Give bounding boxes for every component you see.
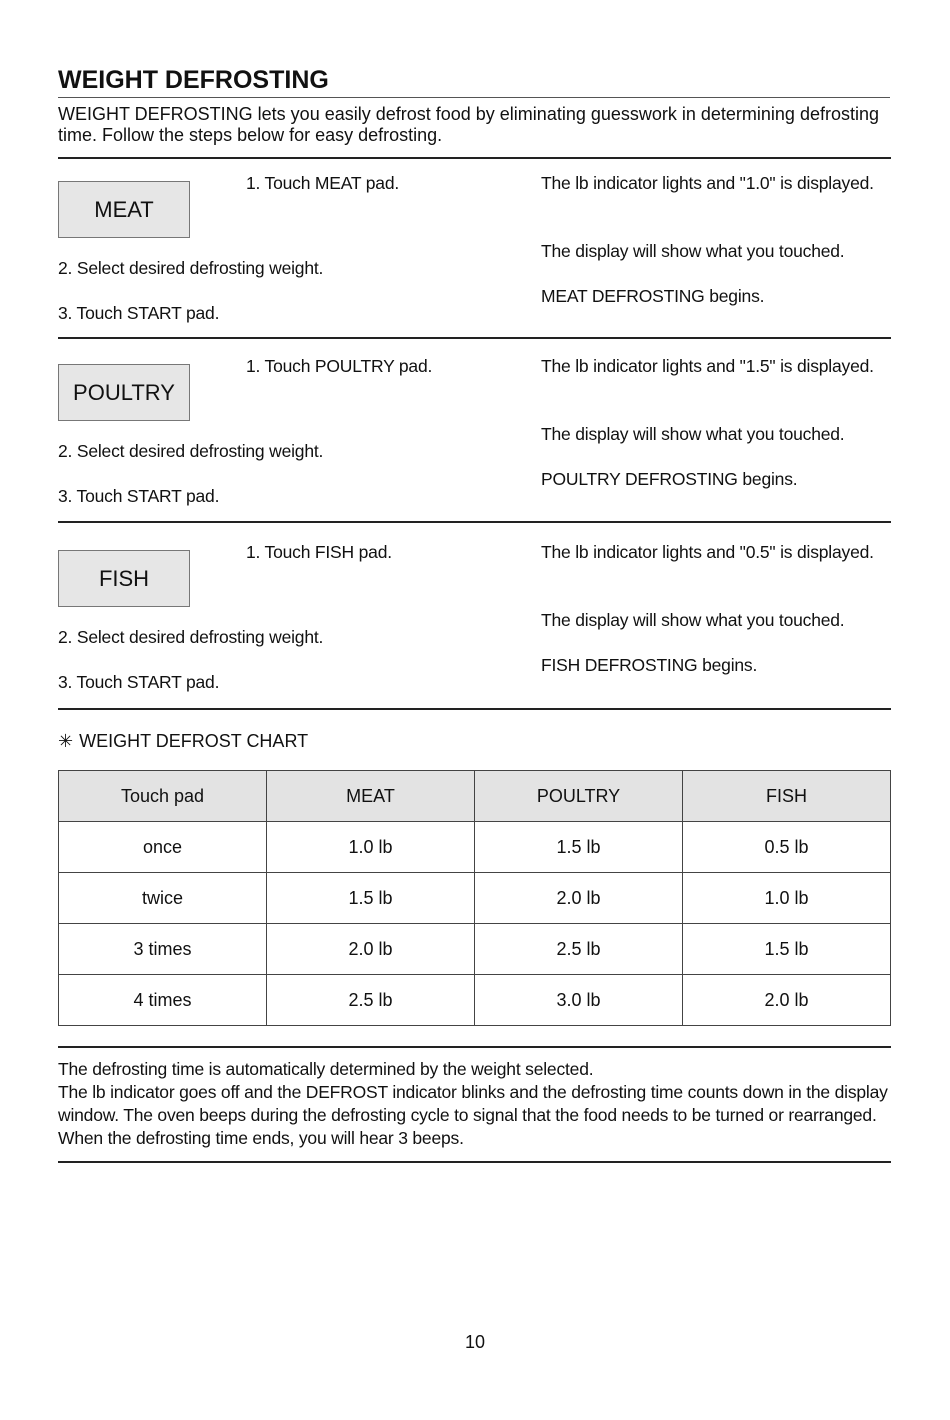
step-2-text: 2. Select desired defrosting weight. bbox=[58, 441, 324, 461]
table-cell: 1.5 lb bbox=[475, 822, 683, 873]
step-2-text: 2. Select desired defrosting weight. bbox=[58, 258, 324, 278]
result-1-text: The lb indicator lights and "1.5" is displayed. bbox=[541, 356, 874, 376]
column-header: Touch pad bbox=[59, 771, 267, 822]
poultry-section bbox=[58, 343, 891, 523]
table-cell: twice bbox=[59, 873, 267, 924]
column-header: MEAT bbox=[267, 771, 475, 822]
table-cell: 2.5 lb bbox=[475, 924, 683, 975]
table-cell: 1.5 lb bbox=[683, 924, 891, 975]
page-number: 10 bbox=[464, 1332, 486, 1352]
result-2-text: The display will show what you touched. bbox=[541, 610, 845, 630]
table-cell: 1.5 lb bbox=[267, 873, 475, 924]
weight-defrost-chart-table bbox=[58, 770, 891, 1026]
table-cell: 1.0 lb bbox=[267, 822, 475, 873]
table-cell: 2.0 lb bbox=[267, 924, 475, 975]
step-1-text: 1. Touch POULTRY pad. bbox=[246, 356, 433, 376]
step-2-text: 2. Select desired defrosting weight. bbox=[58, 627, 324, 647]
note-line-1: The defrosting time is automatically determined by the weight selected. bbox=[58, 1059, 594, 1079]
asterisk-icon: ✳ bbox=[58, 731, 74, 751]
table-row bbox=[59, 822, 891, 873]
divider bbox=[58, 708, 891, 710]
result-2-text: The display will show what you touched. bbox=[541, 424, 845, 444]
table-row bbox=[59, 975, 891, 1026]
step-1-text: 1. Touch MEAT pad. bbox=[246, 173, 400, 193]
table-cell: 1.0 lb bbox=[683, 873, 891, 924]
intro-paragraph: WEIGHT DEFROSTING lets you easily defrost food by eliminating guesswork in determining defrosting time. Follow the steps below for easy defrosting. bbox=[58, 104, 879, 145]
table-cell: 2.0 lb bbox=[475, 873, 683, 924]
result-2-text: The display will show what you touched. bbox=[541, 241, 845, 261]
divider bbox=[58, 521, 891, 523]
table-cell: once bbox=[59, 822, 267, 873]
poultry-pad-button[interactable]: POULTRY bbox=[58, 364, 190, 421]
result-1-text: The lb indicator lights and "1.0" is displayed. bbox=[541, 173, 874, 193]
table-cell: 4 times bbox=[59, 975, 267, 1026]
meat-pad-button[interactable]: MEAT bbox=[58, 181, 190, 238]
table-row bbox=[59, 924, 891, 975]
table-cell: 3 times bbox=[59, 924, 267, 975]
step-3-text: 3. Touch START pad. bbox=[58, 486, 220, 506]
meat-section bbox=[58, 160, 891, 340]
step-3-text: 3. Touch START pad. bbox=[58, 672, 220, 692]
divider bbox=[58, 1046, 891, 1048]
step-3-text: 3. Touch START pad. bbox=[58, 303, 220, 323]
result-3-text: MEAT DEFROSTING begins. bbox=[541, 286, 765, 306]
table-cell: 2.0 lb bbox=[683, 975, 891, 1026]
table-cell: 3.0 lb bbox=[475, 975, 683, 1026]
table-header-row bbox=[59, 771, 891, 822]
table-cell: 0.5 lb bbox=[683, 822, 891, 873]
column-header: FISH bbox=[683, 771, 891, 822]
result-1-text: The lb indicator lights and "0.5" is displayed. bbox=[541, 542, 874, 562]
divider bbox=[58, 337, 891, 339]
table-row bbox=[59, 873, 891, 924]
page-title: WEIGHT DEFROSTING bbox=[58, 64, 890, 98]
chart-heading bbox=[58, 730, 308, 752]
note-paragraph bbox=[58, 1058, 890, 1150]
step-1-text: 1. Touch FISH pad. bbox=[246, 542, 392, 562]
result-3-text: POULTRY DEFROSTING begins. bbox=[541, 469, 798, 489]
note-line-2: The lb indicator goes off and the DEFROST indicator blinks and the defrosting time counts down in the display window. The oven beeps during the defrosting cycle to signal that the food needs to be turned or rearranged. When the defrosting time ends, you will hear 3 beeps. bbox=[58, 1082, 888, 1148]
divider bbox=[58, 157, 891, 159]
table-cell: 2.5 lb bbox=[267, 975, 475, 1026]
chart-heading-text: WEIGHT DEFROST CHART bbox=[79, 731, 309, 751]
divider bbox=[58, 1161, 891, 1163]
column-header: POULTRY bbox=[475, 771, 683, 822]
fish-section bbox=[58, 529, 891, 709]
fish-pad-button[interactable]: FISH bbox=[58, 550, 190, 607]
result-3-text: FISH DEFROSTING begins. bbox=[541, 655, 758, 675]
